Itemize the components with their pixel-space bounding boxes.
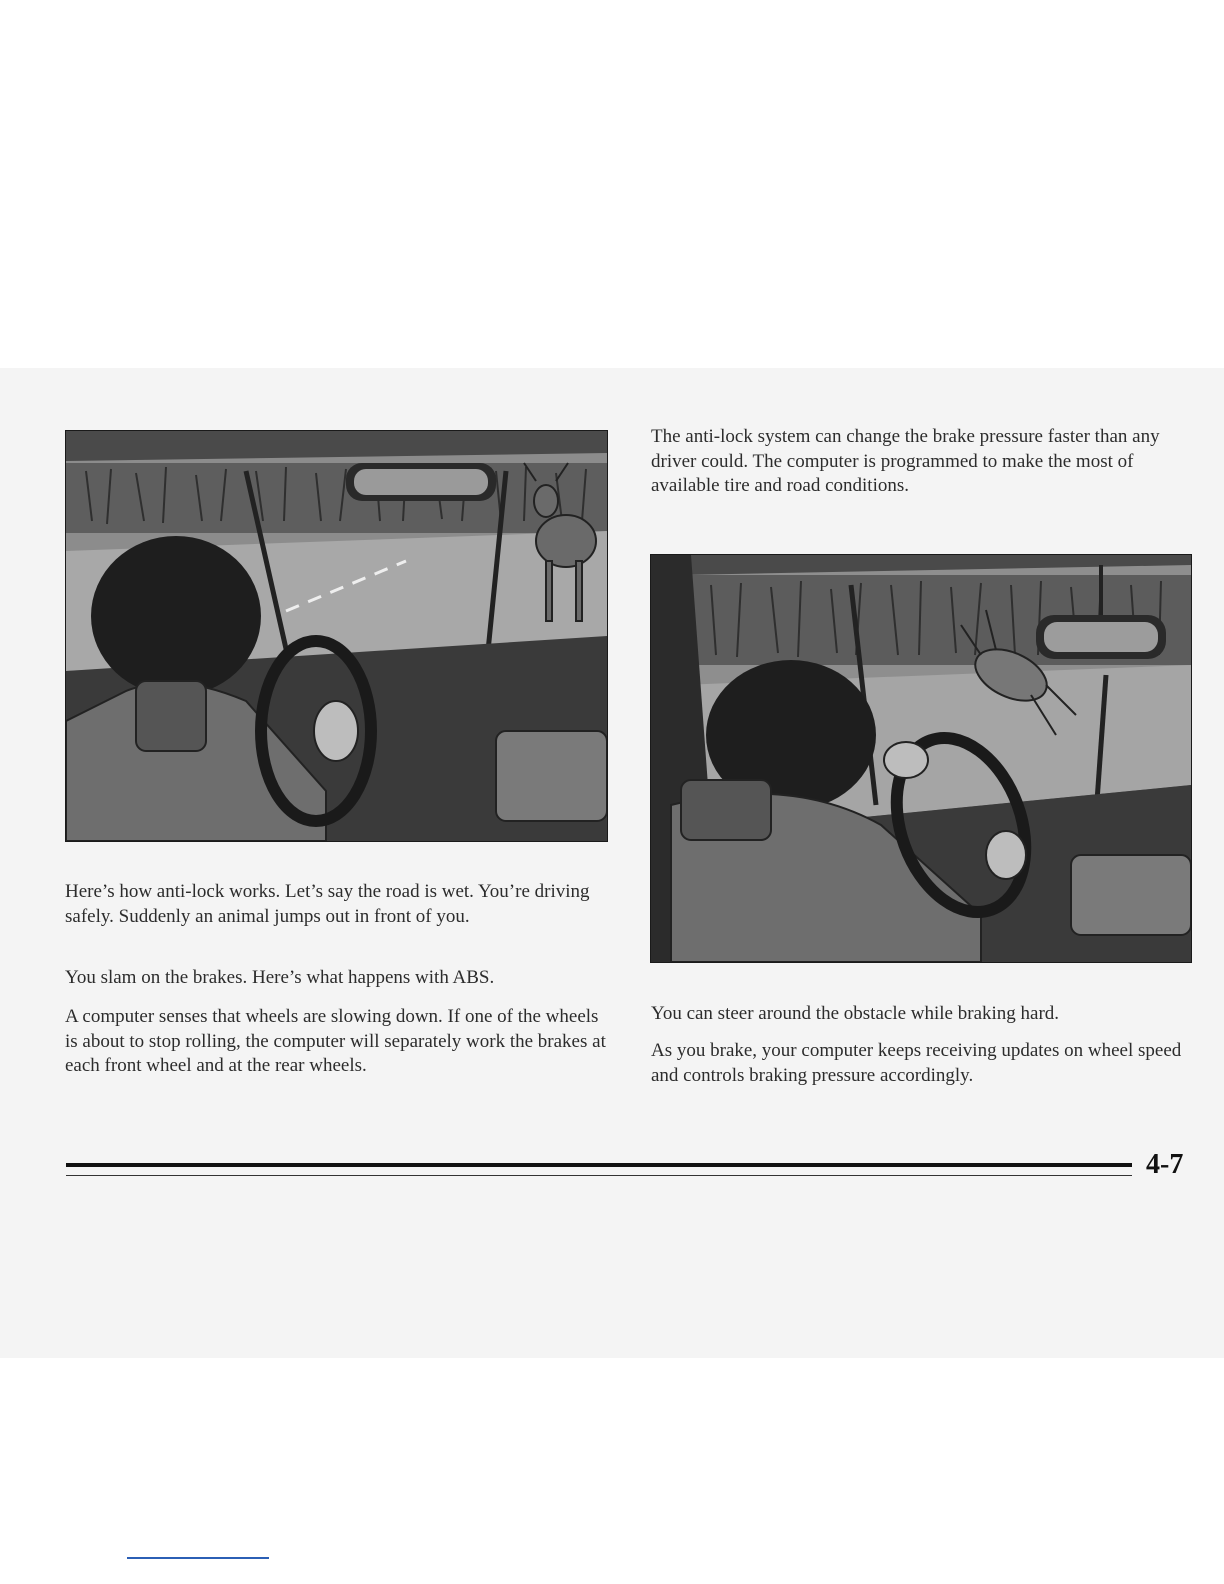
footer-rule-thin [66, 1175, 1132, 1176]
driver-deer-ahead-drawing [66, 431, 607, 841]
right-paragraph-2: As you brake, your computer keeps receiving updates on wheel speed and controls braking pressure accordingly. [651, 1040, 1182, 1086]
footer-rule-thick [66, 1163, 1132, 1167]
left-paragraph-2: You slam on the brakes. Here’s what happens with ABS. [65, 967, 495, 988]
bottom-link-underline [127, 1557, 269, 1559]
driver-steering-drawing [651, 555, 1191, 962]
left-paragraph-1: Here’s how anti-lock works. Let’s say the road is wet. You’re driving safely. Suddenly an animal jumps out in front of you. [65, 881, 590, 927]
right-paragraph-1: You can steer around the obstacle while braking hard. [651, 1003, 1060, 1024]
page-number: 4-7 [1146, 1149, 1184, 1180]
illustration-driver-steering-around-deer [650, 554, 1192, 963]
right-intro-paragraph: The anti-lock system can change the brake pressure faster than any driver could. The computer is programmed to make the most of available tire and road conditions. [651, 426, 1160, 496]
illustration-driver-deer-ahead [65, 430, 608, 842]
left-paragraph-3: A computer senses that wheels are slowing down. If one of the wheels is about to stop rolling, the computer will separately work the brakes at each front wheel and at the rear wheels. [65, 1006, 606, 1076]
